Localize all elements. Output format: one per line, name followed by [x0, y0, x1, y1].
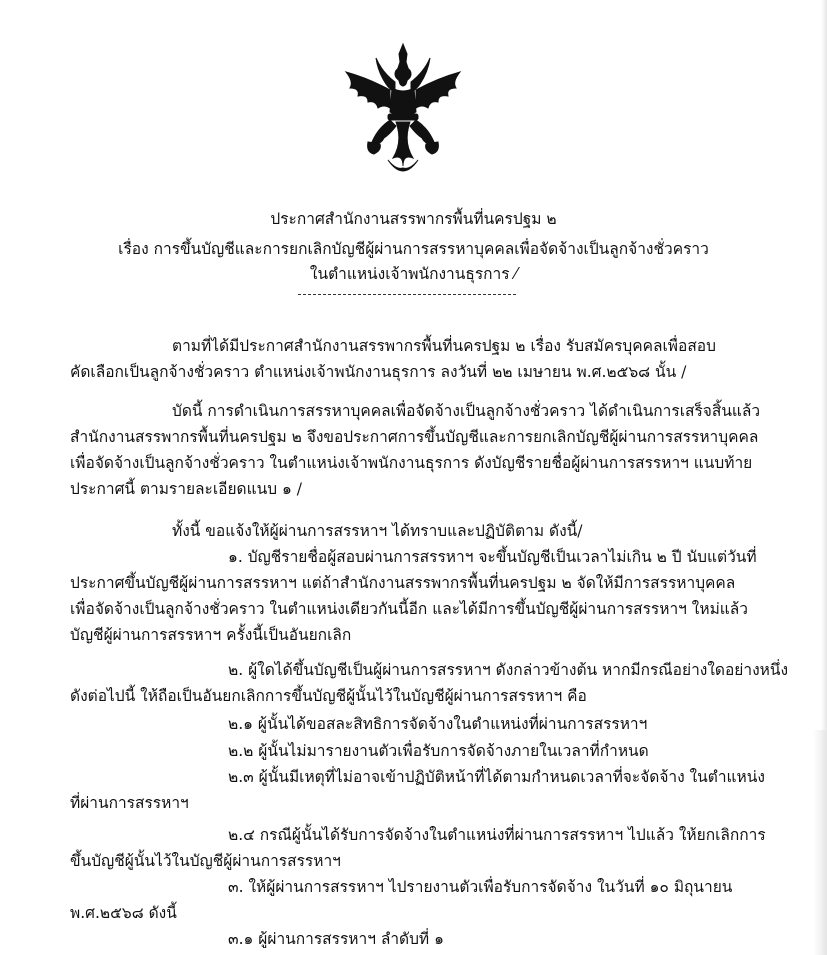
item-1-line-4: บัญชีผู้ผ่านการสรรหาฯ ครั้งนี้เป็นอันยกเลิก	[70, 626, 352, 644]
page-edge-shadow-lower	[813, 730, 827, 955]
announcement-position: ในตำแหน่งเจ้าพนักงานธุรการ ⁄	[309, 265, 518, 283]
announcement-title: ประกาศสำนักงานสรรพากรพื้นที่นครปฐม ๒	[270, 210, 557, 228]
item-2-line-2: ดังต่อไปนี้ ให้ถือเป็นอันยกเลิกการขึ้นบัญชีผู้นั้นไว้ในบัญชีผู้ผ่านการสรรหาฯ คือ	[70, 687, 587, 705]
paragraph-2-line-4: ประกาศนี้ ตามรายละเอียดแนบ ๑ /	[70, 480, 302, 498]
item-2-3-line-1: ๒.๓ ผู้นั้นมีเหตุที่ไม่อาจเข้าปฏิบัติหน้าที่ได้ตามกำหนดเวลาที่จะจัดจ้าง ในตำแหน่ง	[228, 768, 765, 786]
item-1-line-1: ๑. บัญชีรายชื่อผู้สอบผ่านการสรรหาฯ จะขึ้นบัญชีเป็นเวลาไม่เกิน ๒ ปี นับแต่วันที่	[228, 548, 757, 566]
item-1-line-2: ประกาศขึ้นบัญชีผู้ผ่านการสรรหาฯ แต่ถ้าสำนักงานสรรพากรพื้นที่นครปฐม ๒ จัดให้มีการสรรหาบุคคล	[70, 574, 736, 592]
item-2-1: ๒.๑ ผู้นั้นได้ขอสละสิทธิการจัดจ้างในตำแหน่งที่ผ่านการสรรหาฯ	[228, 715, 648, 733]
paragraph-2-line-2: สำนักงานสรรพากรพื้นที่นครปฐม ๒ จึงขอประกาศการขึ้นบัญชีและการยกเลิกบัญชีผู้ผ่านการสรรหาบุคคล	[70, 428, 759, 446]
separator-line	[298, 294, 516, 295]
item-2-2: ๒.๒ ผู้นั้นไม่มารายงานตัวเพื่อรับการจัดจ้างภายในเวลาที่กำหนด	[228, 742, 649, 760]
item-2-3-line-2: ที่ผ่านการสรรหาฯ	[70, 794, 189, 812]
item-2-4-line-2: ขึ้นบัญชีผู้นั้นไว้ในบัญชีผู้ผ่านการสรรหาฯ	[70, 852, 341, 870]
paragraph-2-line-1: บัดนี้ การดำเนินการสรรหาบุคคลเพื่อจัดจ้างเป็นลูกจ้างชั่วคราว ได้ดำเนินการเสร็จสิ้นแล้ว	[172, 402, 761, 420]
item-3-1: ๓.๑ ผู้ผ่านการสรรหาฯ ลำดับที่ ๑	[228, 930, 444, 948]
paragraph-2-line-3: เพื่อจัดจ้างเป็นลูกจ้างชั่วคราว ในตำแหน่งเจ้าพนักงานธุรการ ดังบัญชีรายชื่อผู้ผ่านการสรรหาฯ แนบท้าย	[70, 454, 753, 472]
item-2-line-1: ๒. ผู้ใดได้ขึ้นบัญชีเป็นผู้ผ่านการสรรหาฯ ดังกล่าวข้างต้น หากมีกรณีอย่างใดอย่างหนึ่ง	[228, 661, 789, 679]
paragraph-3-line-1: ทั้งนี้ ขอแจ้งให้ผู้ผ่านการสรรหาฯ ได้ทราบและปฏิบัติตาม ดังนี้/	[172, 522, 583, 540]
item-3-line-2: พ.ศ.๒๕๖๘ ดังนี้	[70, 904, 177, 922]
paragraph-1-line-2: คัดเลือกเป็นลูกจ้างชั่วคราว ตำแหน่งเจ้าพนักงานธุรการ ลงวันที่ ๒๒ เมษายน พ.ศ.๒๕๖๘ นั้น /	[70, 363, 687, 381]
paragraph-1-line-1: ตามที่ได้มีประกาศสำนักงานสรรพากรพื้นที่นครปฐม ๒ เรื่อง รับสมัครบุคคลเพื่อสอบ	[172, 337, 716, 355]
garuda-emblem-icon	[338, 42, 468, 182]
announcement-subject: เรื่อง การขึ้นบัญชีและการยกเลิกบัญชีผู้ผ่านการสรรหาบุคคลเพื่อจัดจ้างเป็นลูกจ้างชั่วคราว	[118, 240, 709, 258]
item-1-line-3: เพื่อจัดจ้างเป็นลูกจ้างชั่วคราว ในตำแหน่งเดียวกันนี้อีก และได้มีการขึ้นบัญชีผู้ผ่านการสรรหาฯ ใหม่แล้ว	[70, 600, 748, 618]
item-2-4-line-1: ๒.๔ กรณีผู้นั้นได้รับการจัดจ้างในตำแหน่งที่ผ่านการสรรหาฯ ไปแล้ว ให้ยกเลิกการ	[228, 826, 766, 844]
item-3-line-1: ๓. ให้ผู้ผ่านการสรรหาฯ ไปรายงานตัวเพื่อรับการจัดจ้าง ในวันที่ ๑๐ มิถุนายน	[228, 878, 733, 896]
